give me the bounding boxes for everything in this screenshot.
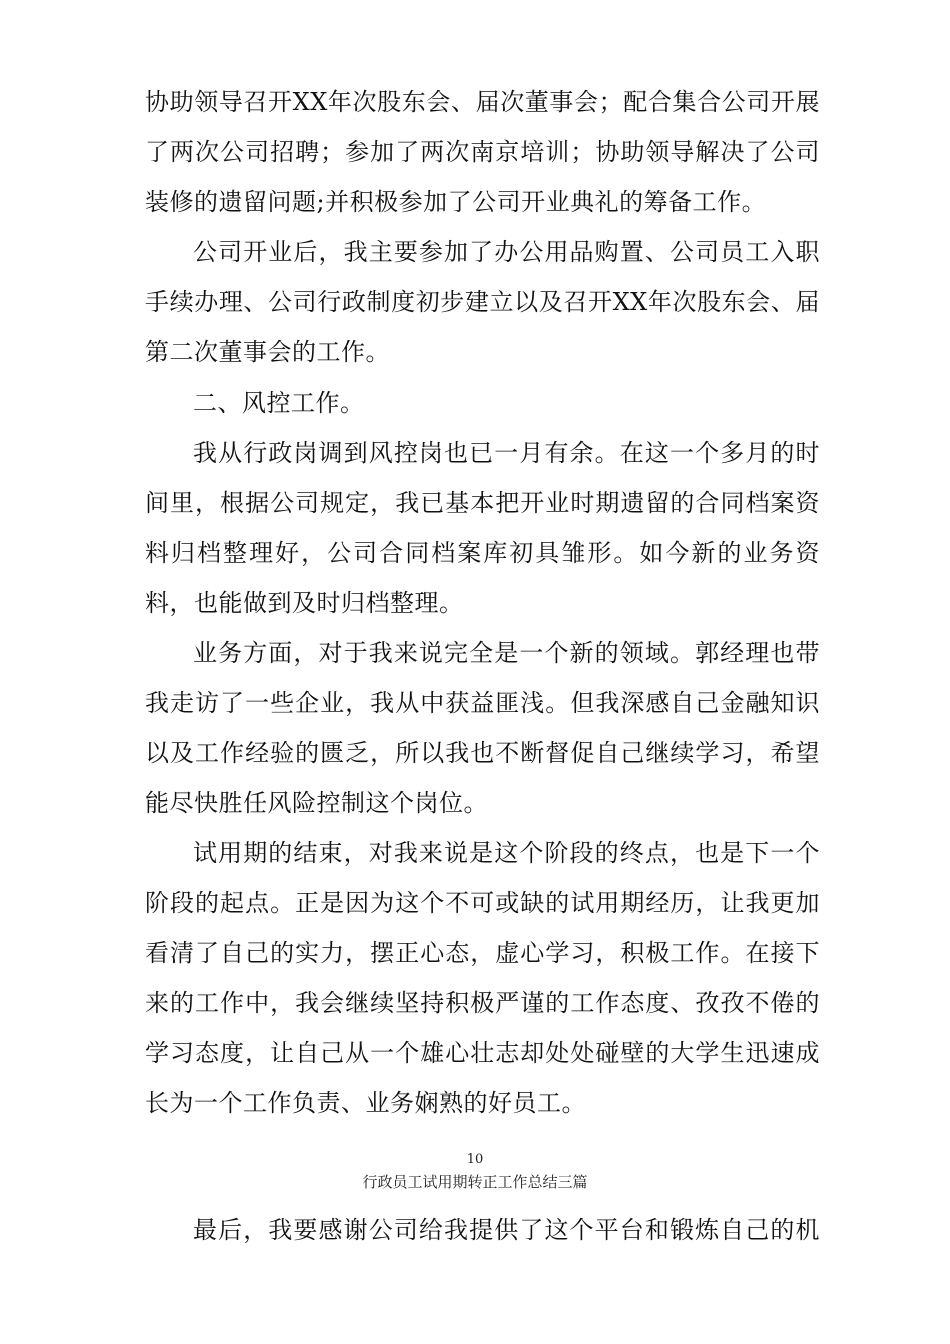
body-line: 来的工作中，我会继续坚持积极严谨的工作态度、孜孜不倦的 [145,989,820,1017]
body-line: 装修的遗留问题;并积极参加了公司开业典礼的筹备工作。 [145,188,767,216]
body-line: 能尽快胜任风险控制这个岗位。 [145,789,488,817]
body-line: 学习态度，让自己从一个雄心壮志却处处碰壁的大学生迅速成 [145,1039,820,1067]
body-line: 手续办理、公司行政制度初步建立以及召开XX年次股东会、届 [145,288,820,316]
paragraph-first-line: 业务方面，对于我来说完全是一个新的领域。郭经理也带 [193,639,820,667]
page-number: 10 [466,1152,484,1167]
body-line: 阶段的起点。正是因为这个不可或缺的试用期经历，让我更加 [145,889,820,917]
paragraph-first-line: 最后，我要感谢公司给我提供了这个平台和锻炼自己的机 [193,1216,820,1244]
body-line: 协助领导召开XX年次股东会、届次董事会；配合集合公司开展 [145,88,820,116]
body-line: 了两次公司招聘；参加了两次南京培训；协助领导解决了公司 [145,138,820,166]
section-heading: 二、风控工作。 [193,389,365,417]
body-line: 长为一个工作负责、业务娴熟的好员工。 [145,1089,586,1117]
paragraph-first-line: 试用期的结束，对我来说是这个阶段的终点，也是下一个 [193,839,820,867]
paragraph-first-line: 我从行政岗调到风控岗也已一月有余。在这一个多月的时 [193,439,820,467]
body-line: 料，也能做到及时归档整理。 [145,589,464,617]
footer-document-title: 行政员工试用期转正工作总结三篇 [362,1173,588,1191]
body-line: 料归档整理好，公司合同档案库初具雏形。如今新的业务资 [145,539,820,567]
body-line: 看清了自己的实力，摆正心态，虚心学习，积极工作。在接下 [145,939,820,967]
body-line: 我走访了一些企业，我从中获益匪浅。但我深感自己金融知识 [145,689,820,717]
body-line: 第二次董事会的工作。 [145,338,390,366]
body-line: 以及工作经验的匮乏，所以我也不断督促自己继续学习，希望 [145,739,820,767]
body-line: 间里，根据公司规定，我已基本把开业时期遗留的合同档案资 [145,489,820,517]
paragraph-first-line: 公司开业后，我主要参加了办公用品购置、公司员工入职 [193,238,820,266]
